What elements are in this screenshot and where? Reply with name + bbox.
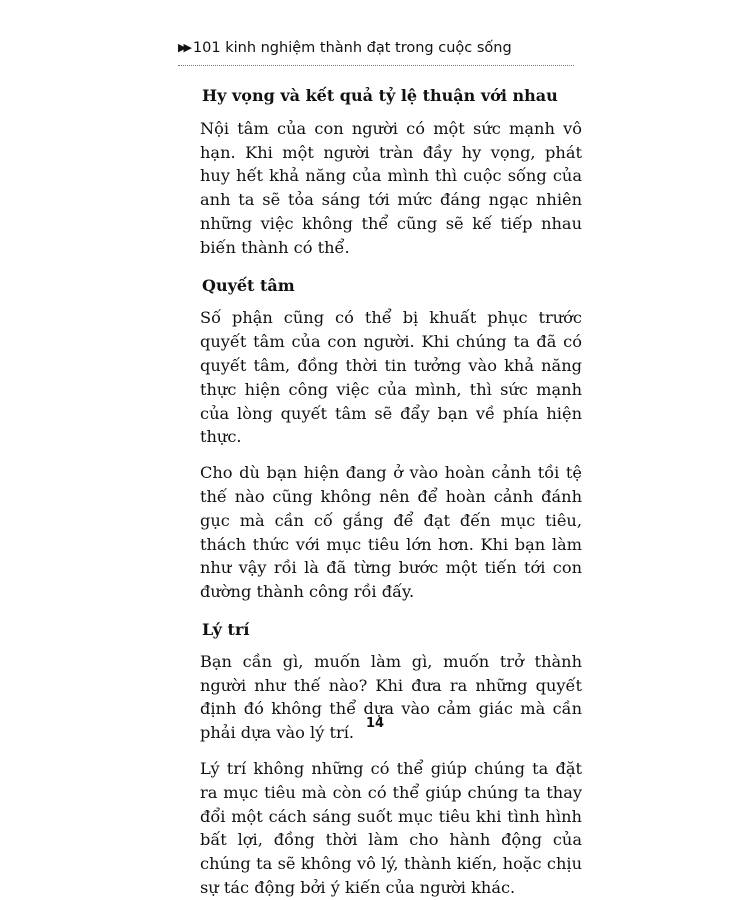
running-header xyxy=(178,40,512,56)
running-header-title: 101 kinh nghiệm thành đạt trong cuộc sống xyxy=(192,40,512,56)
section-heading-reason: Lý trí xyxy=(202,619,250,639)
double-right-arrow-icon: ▶▶ xyxy=(178,40,189,54)
paragraph: Lý trí không những có thể giúp chúng ta đặt ra mục tiêu mà còn có thể giúp chúng ta thay đổi một cách sáng suốt mục tiêu khi tình hình bất lợi, đồng thời làm cho hành động của chúng ta sẽ không vô lý, thành kiến, hoặc chịu sự tác động bởi ý kiến của người khác. xyxy=(200,758,582,897)
paragraph: Cho dù bạn hiện đang ở vào hoàn cảnh tồi tệ thế nào cũng không nên để hoàn cảnh đánh gục mà cần cố gắng để đạt đến mục tiêu, thách thức với mục tiêu lớn hơn. Khi bạn làm như vậy rồi là đã từng bước một tiến tới con đường thành công rồi đấy. xyxy=(200,463,582,602)
page-number: 14 xyxy=(365,716,385,731)
paragraph: Nội tâm của con người có một sức mạnh vô hạn. Khi một người tràn đầy hy vọng, phát huy hết khả năng của mình thì cuộc sống của anh ta sẽ tỏa sáng tới mức đáng ngạc nhiên những việc không thể cũng sẽ kế tiếp nhau biến thành có thể. xyxy=(200,118,582,257)
section-heading-hope: Hy vọng và kết quả tỷ lệ thuận với nhau xyxy=(202,86,558,105)
paragraph: Bạn cần gì, muốn làm gì, muốn trở thành người như thế nào? Khi đưa ra những quyết định đó không thể dựa vào cảm giác mà cần phải dựa vào lý trí. xyxy=(200,651,582,743)
page-body xyxy=(200,84,582,900)
header-dotted-rule xyxy=(178,65,574,66)
paragraph: Số phận cũng có thể bị khuất phục trước quyết tâm của con người. Khi chúng ta đã có quyết tâm, đồng thời tin tưởng vào khả năng thực hiện công việc của mình, thì sức mạnh của lòng quyết tâm sẽ đẩy bạn về phía hiện thực. xyxy=(200,308,582,447)
section-heading-determination: Quyết tâm xyxy=(202,275,295,295)
